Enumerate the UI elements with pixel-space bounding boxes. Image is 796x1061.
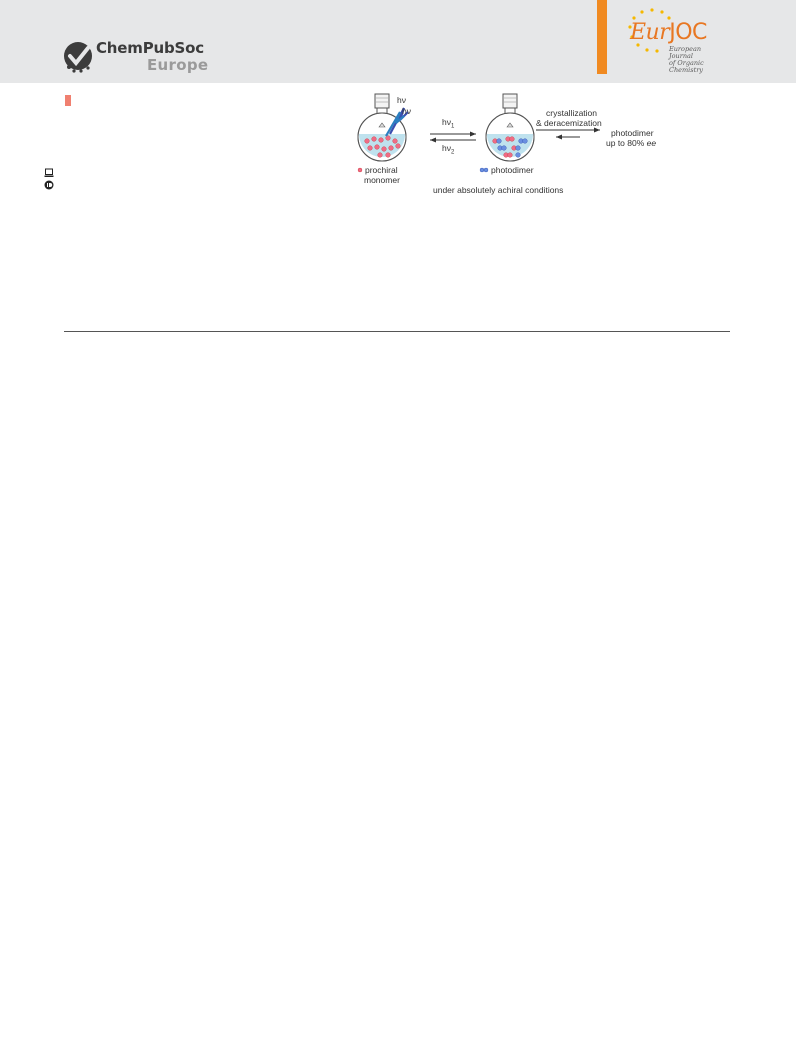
photodimer-flask (486, 94, 534, 161)
journal-full-name (669, 46, 722, 74)
forward-backward-arrows (430, 132, 476, 143)
eurjoc-logo (612, 6, 722, 76)
crystallization-arrows (536, 128, 600, 140)
publisher-subtitle: Europe (147, 56, 209, 74)
monomer-label-line1: prochiral (365, 165, 398, 175)
step-label-line2: & deracemization (536, 118, 602, 128)
journal-full-name-line2: of Organic Chemistry (669, 59, 704, 74)
hv-bottom-label: hν (402, 106, 411, 116)
section-divider (64, 331, 730, 332)
hv-top-label: hν (397, 95, 406, 105)
graphical-abstract (330, 90, 657, 200)
journal-full-name-line1: European Journal (669, 45, 702, 60)
chempubsoc-emblem-icon (62, 39, 96, 73)
product-label-line2: up to 80% ee (606, 138, 657, 148)
step-label-line1: crystallization (546, 108, 598, 118)
publisher-name: ChemPubSoc (96, 39, 204, 57)
journal-header (0, 0, 796, 83)
dimer-legend-icon (480, 168, 488, 172)
hv1-label: $h\nu_1$ (442, 117, 455, 130)
orcid-icon[interactable] (44, 180, 54, 190)
dimer-label: photodimer (491, 165, 534, 175)
hv2-label: $h\nu_2$ (442, 143, 455, 156)
journal-wordmark-joc: JOC (669, 20, 707, 45)
chempubsoc-logo (62, 36, 209, 76)
journal-accent-bar (597, 0, 607, 74)
journal-wordmark (630, 20, 707, 45)
product-label-line1: photodimer (611, 128, 654, 138)
monomer-legend-icon (358, 168, 362, 172)
journal-wordmark-eur: Eur (630, 20, 670, 45)
monomer-label-line2: monomer (364, 175, 400, 185)
computer-icon[interactable] (44, 168, 54, 178)
section-accent-marker (65, 95, 71, 106)
figure-caption: under absolutely achiral conditions (433, 185, 564, 195)
